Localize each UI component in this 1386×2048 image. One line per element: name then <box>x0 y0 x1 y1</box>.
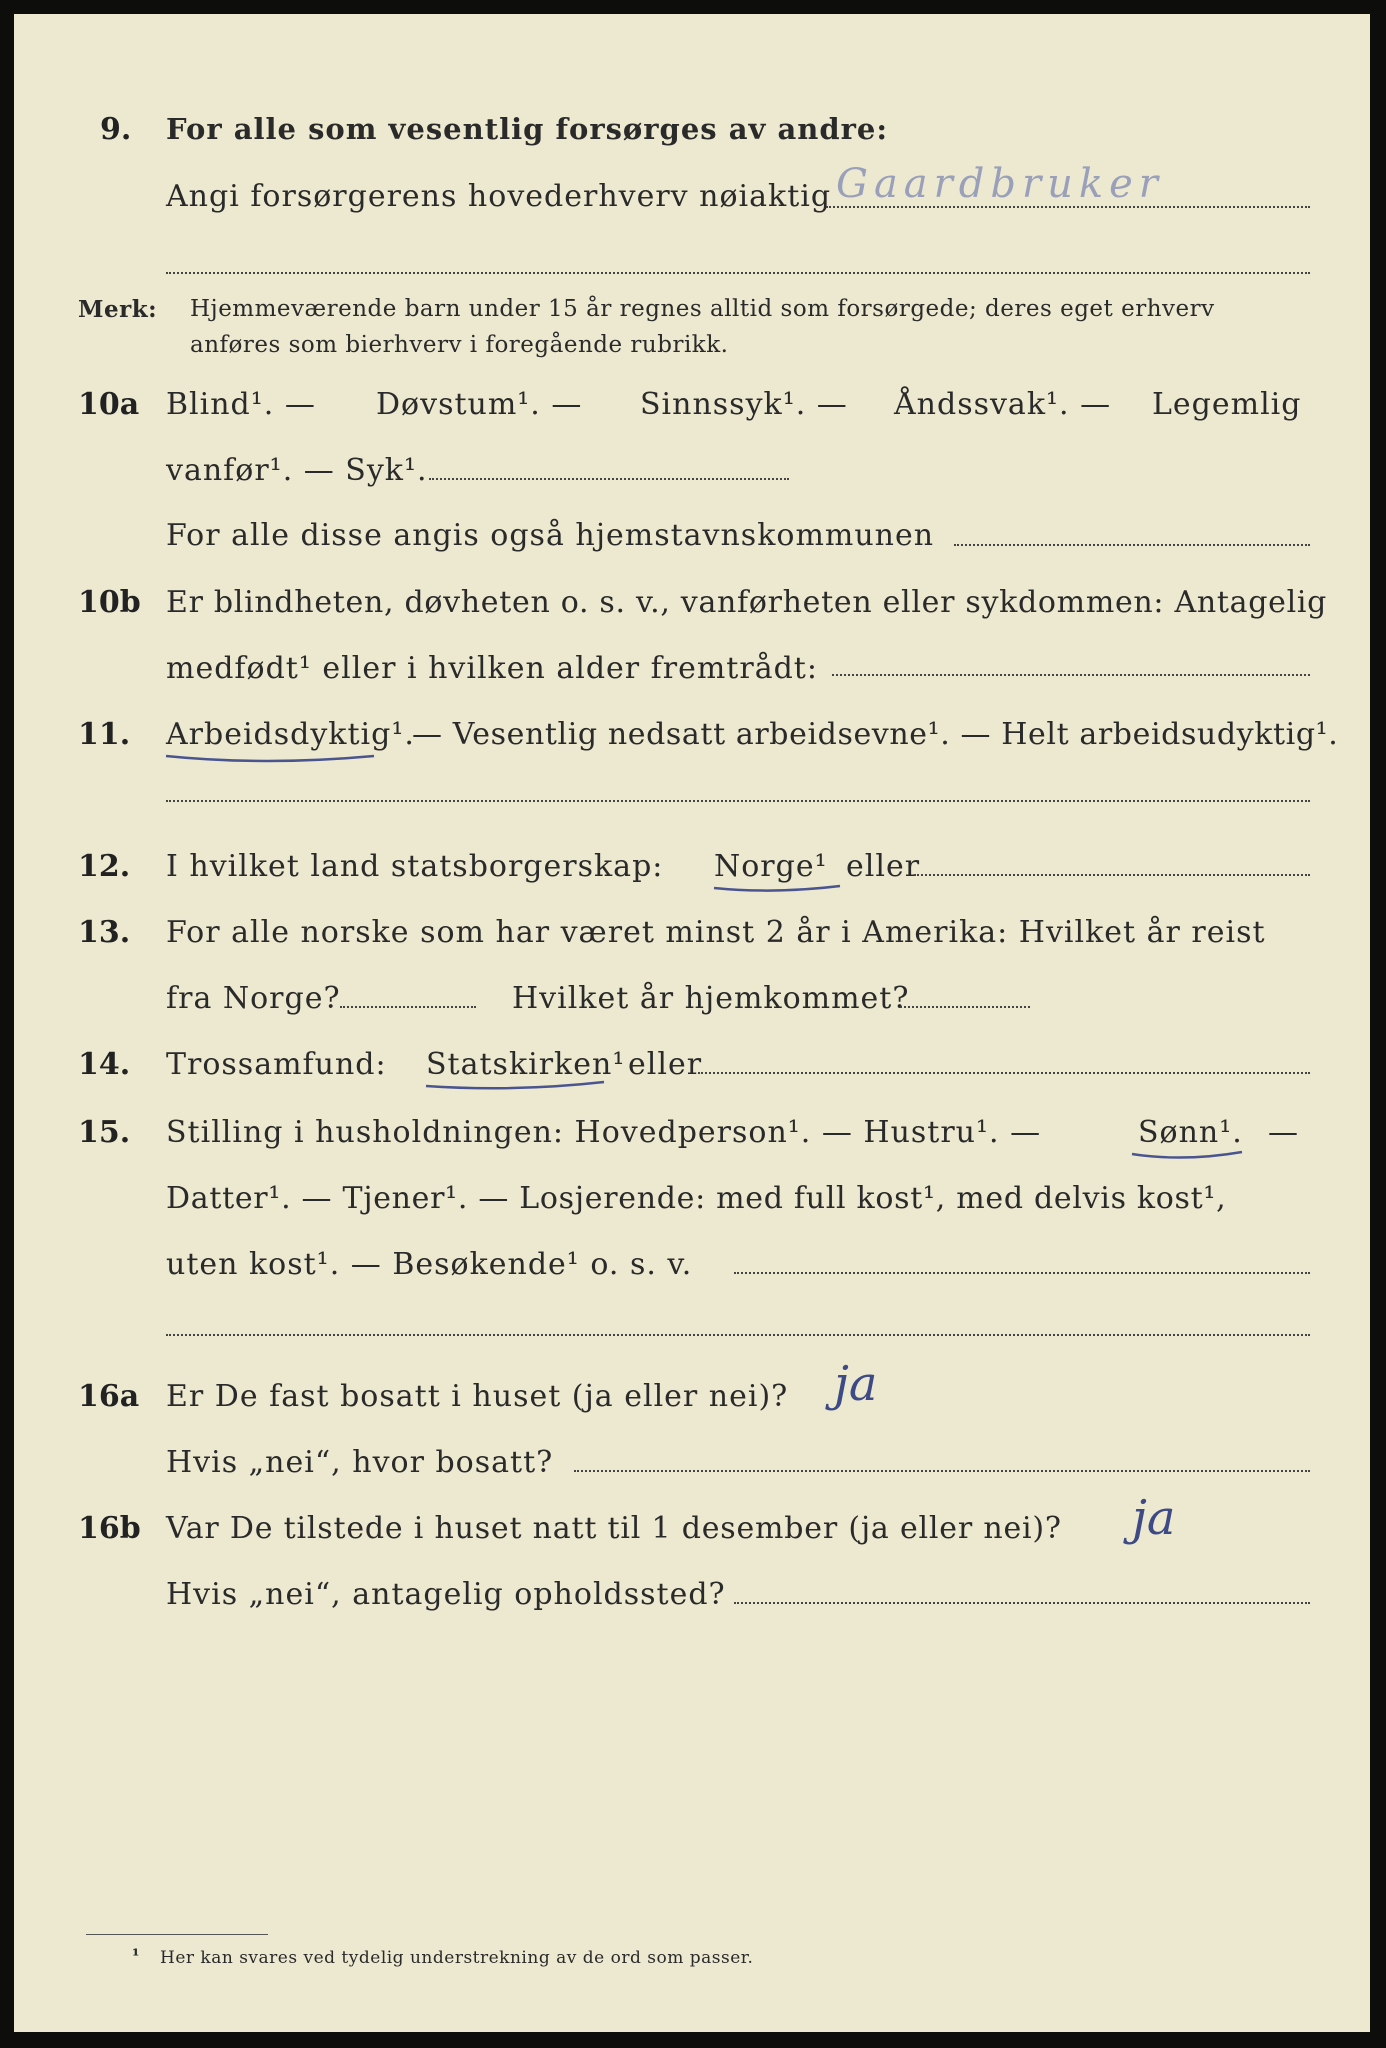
q15-line-3: uten kost¹. — Besøkende¹ o. s. v. <box>166 1247 693 1282</box>
merk-line-1: Hjemmeværende barn under 15 år regnes alltid som forsørgede; deres eget erhverv <box>190 296 1215 322</box>
q9-number: 9. <box>100 112 132 147</box>
q16a-line-1: Er De fast bosatt i huset (ja eller nei)? <box>166 1379 789 1414</box>
q16a-number: 16a <box>78 1379 140 1414</box>
q16a-answer-line[interactable] <box>574 1470 1310 1472</box>
q10a-syk-line[interactable] <box>429 478 789 480</box>
q14-eller: eller <box>628 1047 703 1082</box>
merk-line-2: anføres som bierhverv i foregående rubrikk. <box>190 332 729 358</box>
q12-prefix: I hvilket land statsborgerskap: <box>166 849 664 884</box>
footnote-rule <box>86 1934 268 1935</box>
q13-number: 13. <box>78 915 131 950</box>
q11-number: 11. <box>78 717 131 752</box>
q13-reist-line[interactable] <box>340 1006 476 1008</box>
q10a-andssvak[interactable]: Åndssvak¹. — <box>894 387 1112 422</box>
q15-answer-line-2[interactable] <box>166 1334 1310 1336</box>
q10b-line-2: medfødt¹ eller i hvilken alder fremtrådt: <box>166 651 818 686</box>
q16a-line-2: Hvis „nei“, hvor bosatt? <box>166 1445 554 1480</box>
q13-line-2a: fra Norge? <box>166 981 341 1016</box>
q10a-kommune-line[interactable] <box>954 544 1310 546</box>
footnote-text: Her kan svares ved tydelig understrekning av de ord som passer. <box>160 1948 754 1968</box>
q12-eller: eller <box>846 849 921 884</box>
q15-dash: — <box>1268 1115 1299 1150</box>
q10a-blind[interactable]: Blind¹. — <box>166 387 316 422</box>
underline-sonn <box>1132 1152 1242 1158</box>
q11-answer-line[interactable] <box>166 800 1310 802</box>
underline-statskirken <box>426 1082 604 1088</box>
q13-line-2b: Hvilket år hjemkommet? <box>512 981 910 1016</box>
underline-norge <box>714 886 840 891</box>
q11-rest: — Vesentlig nedsatt arbeidsevne¹. — Helt arbeidsudyktig¹. <box>412 717 1339 752</box>
q10b-number: 10b <box>78 585 141 620</box>
q10a-number: 10a <box>78 387 140 422</box>
q15-line-2: Datter¹. — Tjener¹. — Losjerende: med full kost¹, med delvis kost¹, <box>166 1181 1227 1216</box>
q13-hjem-line[interactable] <box>900 1006 1030 1008</box>
census-form-page <box>14 14 1370 2032</box>
q10a-sinnssyk[interactable]: Sinnssyk¹. — <box>640 387 848 422</box>
q16b-number: 16b <box>78 1511 141 1546</box>
q14-number: 14. <box>78 1047 131 1082</box>
q9-answer-line-2[interactable] <box>166 272 1310 274</box>
q9-title: For alle som vesentlig forsørges av andre: <box>166 112 889 146</box>
q10a-line-3: For alle disse angis også hjemstavnskommunen <box>166 518 935 553</box>
q15-answer-line[interactable] <box>734 1272 1310 1274</box>
q10a-dovstum[interactable]: Døvstum¹. — <box>376 387 583 422</box>
q10a-line-2: vanfør¹. — Syk¹. <box>166 453 428 488</box>
q14-statskirken[interactable]: Statskirken¹ <box>426 1047 626 1082</box>
q10b-answer-line[interactable] <box>832 674 1310 676</box>
q12-answer-line[interactable] <box>914 874 1310 876</box>
q12-norge[interactable]: Norge¹ <box>714 849 828 884</box>
footnote-mark: ¹ <box>132 1946 140 1966</box>
q15-sonn[interactable]: Sønn¹. <box>1138 1115 1243 1150</box>
q10b-line-1: Er blindheten, døvheten o. s. v., vanførheten eller sykdommen: Antagelig <box>166 585 1328 620</box>
q14-answer-line[interactable] <box>698 1072 1310 1074</box>
merk-label: Merk: <box>78 296 158 323</box>
q15-number: 15. <box>78 1115 131 1150</box>
q9-prompt: Angi forsørgerens hovederhverv nøiaktig <box>166 179 832 214</box>
q14-prefix: Trossamfund: <box>166 1047 387 1082</box>
q16a-handwritten-answer[interactable]: ja <box>834 1356 878 1412</box>
q11-arbeidsdyktig[interactable]: Arbeidsdyktig¹. <box>166 717 415 752</box>
q16b-handwritten-answer[interactable]: ja <box>1132 1490 1176 1546</box>
q15-line-1: Stilling i husholdningen: Hovedperson¹. — Hustru¹. — <box>166 1115 1042 1150</box>
q13-line-1: For alle norske som har været minst 2 år i Amerika: Hvilket år reist <box>166 915 1266 950</box>
q9-faint-answer: Gaardbruker <box>836 161 1164 207</box>
underline-arbeidsdyktig <box>166 756 374 761</box>
q10a-legemlig[interactable]: Legemlig <box>1152 387 1302 422</box>
q12-number: 12. <box>78 849 131 884</box>
q16b-answer-line[interactable] <box>734 1602 1310 1604</box>
q16b-line-2: Hvis „nei“, antagelig opholdssted? <box>166 1577 726 1612</box>
q16b-line-1: Var De tilstede i huset natt til 1 desember (ja eller nei)? <box>166 1511 1062 1546</box>
